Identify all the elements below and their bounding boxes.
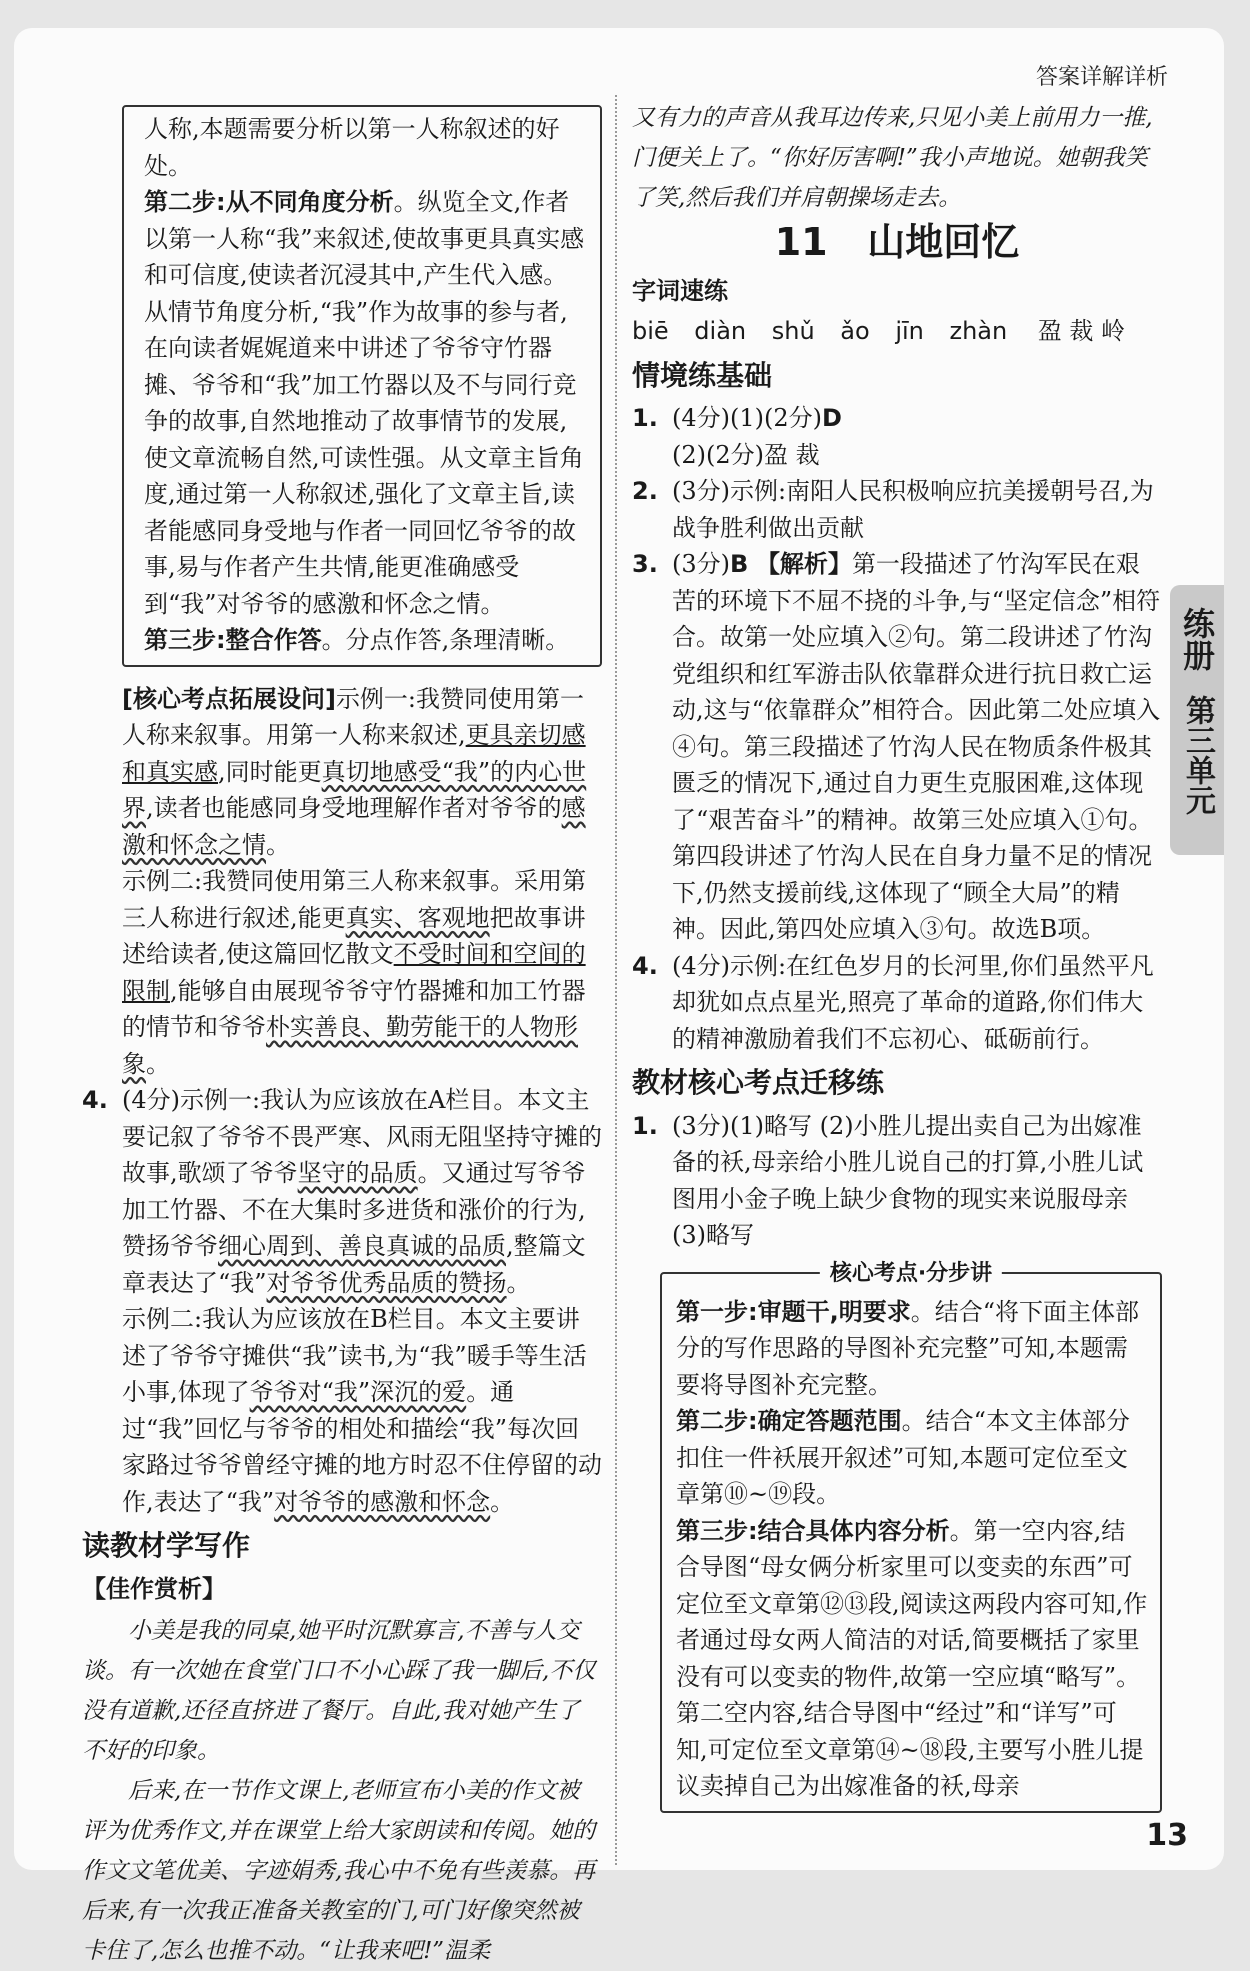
side-tab-label-bottom: 第三单元 [1180, 695, 1215, 815]
extend-question [82, 681, 602, 1083]
text: 。 [146, 1049, 170, 1078]
underlined-text: 对爷爷的感激和怀念 [274, 1487, 491, 1516]
underlined-text: 朴实善良、勤劳能干的人物形象 [122, 1013, 578, 1078]
text: (3分) [672, 550, 730, 578]
basics-q2 [632, 473, 1162, 546]
step-label: 第一步:审题干,明要求 [676, 1297, 911, 1326]
question-number: 3. [632, 550, 658, 578]
q4-text: (4分)示例:在红色岁月的长河里,你们虽然平凡却犹如点点星光,照亮了革命的道路,你们伟大的精神激励着我们不忘初心、砥砺前行。 [672, 951, 1154, 1053]
text: 。 [506, 1268, 531, 1297]
lesson-number: 11 [774, 220, 828, 264]
right-column [632, 98, 1162, 1813]
basics-q1 [632, 400, 1162, 473]
basics-q4 [632, 948, 1162, 1058]
essay-paragraph-1: 小美是我的同桌,她平时沉默寡言,不善与人交谈。有一次她在食堂门口不小心踩了我一脚后,不仅没有道歉,还径直挤进了餐厅。自此,我对她产生了不好的印象。 [82, 1618, 596, 1764]
underlined-text: 细心周到、善良真诚的品质 [218, 1232, 506, 1260]
text: 。又通过写爷爷加工竹器、不在大集时多进货和涨价的行为,赞扬爷爷 [122, 1159, 586, 1260]
essay [82, 1611, 602, 1971]
text: 示例二:我认为应该放在B栏目。本文主要讲述了爷爷守摊供“我”读书,为“我”暖手等生活小事,体现了 [122, 1305, 587, 1406]
essay-continued-text: 又有力的声音从我耳边传来,只见小美上前用力一推,门便关上了。“你好厉害啊!”我小声地说。她朝我笑了笑,然后我们并肩朝操场走去。 [632, 105, 1153, 211]
step3-text: 。分点作答,条理清晰。 [321, 626, 570, 654]
basics-q1-body [672, 400, 842, 473]
text: 第一段描述了竹沟军民在艰苦的环境下不屈不挠的斗争,与“坚定信念”相符合。故第一处应填入②句。第二段讲述了竹沟党组织和红军游击队依靠群众进行抗日救亡运动,这与“依靠群众”相符合。因此第二处应填入④句。第三段描述了竹沟人民在物质条件极其匮乏的情况下,通过自力更生克服困难,这体现了“艰苦奋斗”的精神。故第三处应填入①句。第四段讲述了竹沟人民在自身力量不足的情况下,仍然支援前线,这体现了“顾全大局”的精神。因此,第四处应填入③句。故选B项。 [672, 550, 1161, 943]
question-number: 1. [632, 1111, 658, 1140]
step2 [676, 1403, 1148, 1513]
left-column [82, 105, 602, 1971]
q4-example-2 [122, 1301, 602, 1520]
read-write-title: 读教材学写作 [82, 1529, 251, 1562]
question-number: 4. [632, 951, 658, 980]
text: ,能够自由展现爷爷守竹器摊和加工竹器的情节和爷爷 [122, 976, 586, 1041]
text: (4分)(1)(2分) [672, 404, 822, 432]
lesson-name: 山地回忆 [867, 220, 1020, 264]
page-number: 13 [1146, 1818, 1188, 1853]
q1-part1 [672, 400, 842, 437]
extend-example-2 [122, 863, 602, 1082]
underlined-text: 不受时间和空间的限制 [122, 940, 586, 1005]
vocab-chars: 盈 裁 岭 [1037, 317, 1126, 345]
text: ,同时能更 [218, 757, 322, 786]
step2-label: 第二步:从不同角度分析 [144, 188, 394, 216]
step2-paragraph [144, 184, 588, 622]
text: 。 [266, 830, 290, 859]
text: 。通过“我”回忆与爷爷的相处和描绘“我”每次回家路过爷爷曾经守摊的地方时忍不住停留的动作,表达了“我” [122, 1378, 602, 1516]
q4-example-1 [122, 1082, 602, 1301]
question-number: 4. [82, 1086, 108, 1114]
extend-label: [核心考点拓展设问] [122, 684, 336, 713]
transfer-title: 教材核心考点迁移练 [632, 1066, 885, 1099]
underlined-text: 真实、客观地 [345, 903, 490, 932]
text: 示例二:我赞同使用第三人称来叙事。采用第三人称进行叙述,能更 [122, 867, 587, 932]
text: (4分)示例一:我认为应该放在A栏目。本文主要记叙了爷爷不畏严寒、风雨无阻坚持守摊的故事,歌颂了爷爷 [122, 1086, 602, 1187]
page-header: 答案详解详析 [1035, 65, 1168, 90]
answer: D [822, 404, 842, 432]
essay-label: 【佳作赏析】 [82, 1574, 226, 1603]
step3 [676, 1513, 1148, 1805]
step3-paragraph [144, 622, 588, 659]
text: 。结合“将下面主体部分的写作思路的导图补充完整”可知,本题需要将导图补充完整。 [676, 1297, 1139, 1399]
underlined-text: 更具亲切感和真实感 [122, 721, 586, 786]
text: ,整篇文章表达了“我” [122, 1232, 586, 1297]
transfer-q1 [632, 1108, 1162, 1254]
step-label: 第二步:确定答题范围 [676, 1407, 902, 1435]
q3-text [672, 546, 1162, 948]
lesson-title [632, 220, 1162, 264]
essay-paragraph-2: 后来,在一节作文课上,老师宣布小美的作文被评为优秀作文,并在课堂上给大家朗读和传阅。她的作文文笔优美、字迹娟秀,我心中不免有些羡慕。再后来,有一次我正准备关教室的门,可门好像突然被卡住了,怎么也推不动。“让我来吧!”温柔 [82, 1778, 596, 1964]
q2-text: (3分)示例:南阳人民积极响应抗美援朝号召,为战争胜利做出贡献 [672, 477, 1154, 542]
question-number: 1. [632, 404, 658, 432]
underlined-text: 坚守的品质 [297, 1159, 418, 1187]
question-4 [82, 1082, 602, 1520]
step3-label: 第三步:整合作答 [144, 626, 322, 654]
underlined-text: 真切地感受“我”的内心世界 [122, 757, 587, 822]
underlined-text: 爷爷对“我”深沉的爱 [249, 1378, 467, 1406]
analysis-label: 【解析】 [755, 550, 852, 578]
vocab-pinyin: biē diàn shǔ ǎo jīn zhàn [632, 317, 1008, 345]
unit-side-tab [1170, 585, 1224, 855]
steps-box [660, 1260, 1162, 1813]
text: 把故事讲述给读者,使这篇回忆散文 [122, 903, 586, 968]
vocab-answers [632, 313, 1162, 350]
analysis-line: 人称,本题需要分析以第一人称叙述的好处。 [144, 115, 560, 180]
question-number: 2. [632, 477, 658, 505]
text: 。结合“本文主体部分扣住一件袄展开叙述”可知,本题可定位至文章第⑩~⑲段。 [676, 1407, 1130, 1508]
question-4-body [122, 1082, 602, 1520]
steps-label: 核心考点·分步讲 [820, 1256, 1002, 1293]
text: 。 [490, 1487, 515, 1516]
q1-part2: (2)(2分)盈 裁 [672, 440, 820, 469]
underlined-text: 对爷爷优秀品质的赞扬 [266, 1268, 507, 1297]
side-tab-label-top: 练册 [1178, 607, 1216, 671]
essay-continued [632, 98, 1162, 218]
text: 示例一:我赞同使用第一人称来叙事。用第一人称来叙述, [122, 684, 585, 749]
vocab-title: 字词速练 [632, 276, 728, 305]
step2-text: 。纵览全文,作者以第一人称“我”来叙述,使故事更具真实感和可信度,使读者沉浸其中,产生代入感。从情节角度分析,“我”作为故事的参与者,在向读者娓娓道来中讲述了爷爷守竹器摊、爷爷和“我”加工竹器以及不与同行竞争的故事,自然地推动了故事情节的发展,使文章流畅自然,可读性强。从文章主旨角度,通过第一人称叙述,强化了文章主旨,读者能感同身受地与作者一同回忆爷爷的故事,易与作者产生共情,能更准确感受到“我”对爷爷的感激和怀念之情。 [144, 188, 585, 618]
transfer-q1-text: (3分)(1)略写 (2)小胜儿提出卖自己为出嫁准备的袄,母亲给小胜儿说自己的打算,小胜儿试图用小金子晚上缺少食物的现实来说服母亲 (3)略写 [672, 1111, 1144, 1249]
analysis-box [122, 105, 602, 667]
step1 [676, 1294, 1148, 1404]
answer: B [730, 550, 749, 578]
text: ,读者也能感同身受地理解作者对爷爷的 [146, 794, 562, 822]
step-label: 第三步:结合具体内容分析 [676, 1516, 950, 1545]
extend-example-1 [122, 681, 602, 864]
text: 。第一空内容,结合导图“母女俩分析家里可以变卖的东西”可定位至文章第⑫⑬段,阅读这两段内容可知,作者通过母女两人简洁的对话,简要概括了家里没有可以变卖的物件,故第一空应填“略写”。第二空内容,结合导图中“经过”和“详写”可知,可定位至文章第⑭~⑱段,主要写小胜儿提议卖掉自己为出嫁准备的袄,母亲 [676, 1516, 1148, 1800]
column-divider [615, 95, 617, 1865]
basics-title: 情境练基础 [632, 358, 773, 392]
underlined-text: 感激和怀念之情 [122, 794, 586, 859]
basics-q3 [632, 546, 1162, 948]
